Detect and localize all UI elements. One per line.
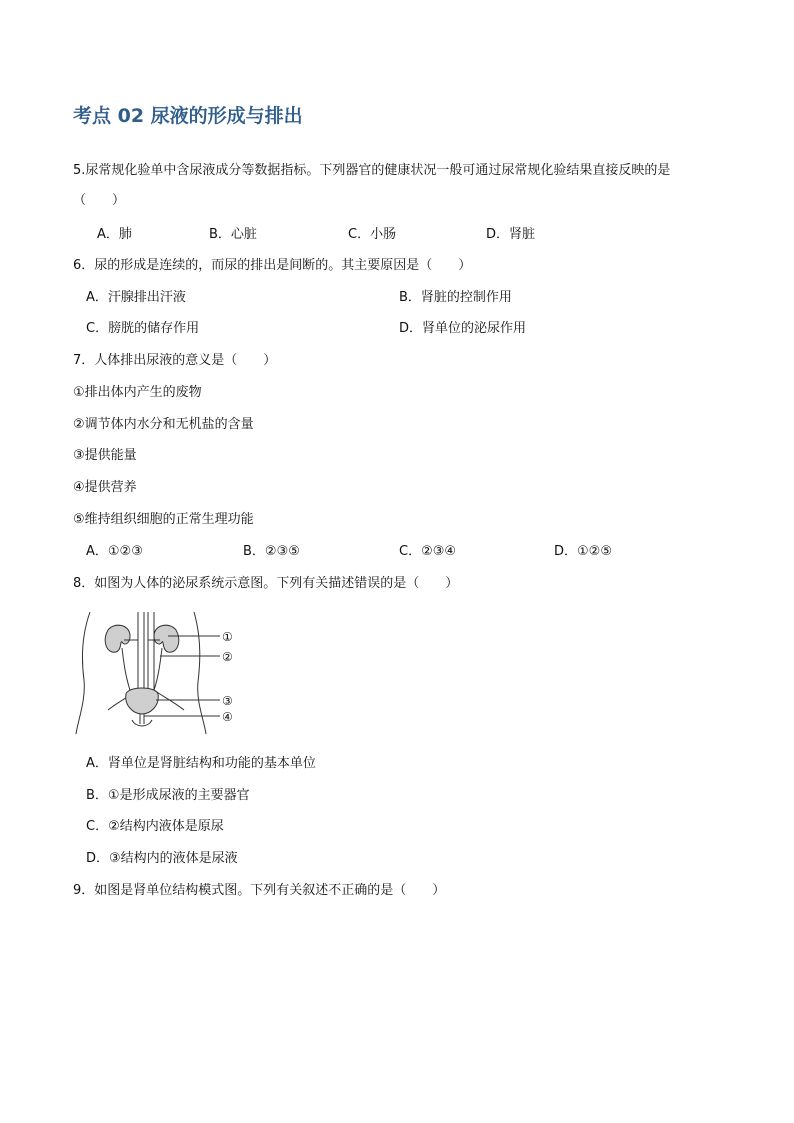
q6-option-b: B．肾脏的控制作用 — [399, 290, 512, 305]
q7-option-a: A．①②③ — [86, 544, 143, 559]
figure-label-4: ④ — [222, 710, 233, 724]
body-outline — [76, 612, 90, 734]
q5-option-d: D．肾脏 — [486, 227, 536, 242]
q7-option-c: C．②③④ — [399, 544, 457, 559]
q6-option-d: D．肾单位的泌尿作用 — [399, 321, 527, 336]
figure-label-1: ① — [222, 630, 233, 644]
q9-stem: 9．如图是肾单位结构模式图。下列有关叙述不正确的是（ ） — [73, 883, 446, 898]
right-kidney — [154, 625, 179, 652]
q7-option-d: D．①②⑤ — [554, 544, 612, 559]
figure-label-2: ② — [222, 650, 233, 664]
q8-option-a: A．肾单位是肾脏结构和功能的基本单位 — [86, 756, 316, 771]
q7-item-3: ③提供能量 — [73, 448, 137, 463]
q5-bracket: （ ） — [73, 193, 126, 208]
q8-option-d: D．③结构内的液体是尿液 — [86, 851, 238, 866]
q5-option-c: C．小肠 — [348, 227, 397, 242]
q7-item-5: ⑤维持组织细胞的正常生理功能 — [73, 512, 254, 527]
q7-stem: 7．人体排出尿液的意义是（ ） — [73, 353, 277, 368]
q7-item-1: ①排出体内产生的废物 — [73, 385, 202, 400]
urinary-system-figure — [72, 610, 242, 736]
left-ureter — [122, 648, 132, 696]
urethra — [140, 714, 144, 724]
q8-option-c: C．②结构内液体是原尿 — [86, 819, 224, 834]
q6-stem: 6．尿的形成是连续的，而尿的排出是间断的。其主要原因是（ ） — [73, 258, 472, 273]
section-title: 考点 02 尿液的形成与排出 — [73, 105, 303, 127]
q5-stem: 5.尿常规化验单中含尿液成分等数据指标。下列器官的健康状况一般可通过尿常规化验结果直接反映的是 — [73, 163, 671, 178]
q7-item-2: ②调节体内水分和无机盐的含量 — [73, 417, 254, 432]
figure-label-3: ③ — [222, 694, 233, 708]
q8-option-b: B．①是形成尿液的主要器官 — [86, 788, 250, 803]
q6-option-c: C．膀胱的储存作用 — [86, 321, 200, 336]
q6-option-a: A．汗腺排出汗液 — [86, 290, 186, 305]
q5-option-a: A．肺 — [97, 227, 132, 242]
q8-stem: 8．如图为人体的泌尿系统示意图。下列有关描述错误的是（ ） — [73, 576, 459, 591]
q7-item-4: ④提供营养 — [73, 480, 137, 495]
q7-option-b: B．②③⑤ — [243, 544, 300, 559]
q5-option-b: B．心脏 — [209, 227, 257, 242]
bladder — [126, 688, 159, 714]
left-kidney — [105, 625, 130, 652]
